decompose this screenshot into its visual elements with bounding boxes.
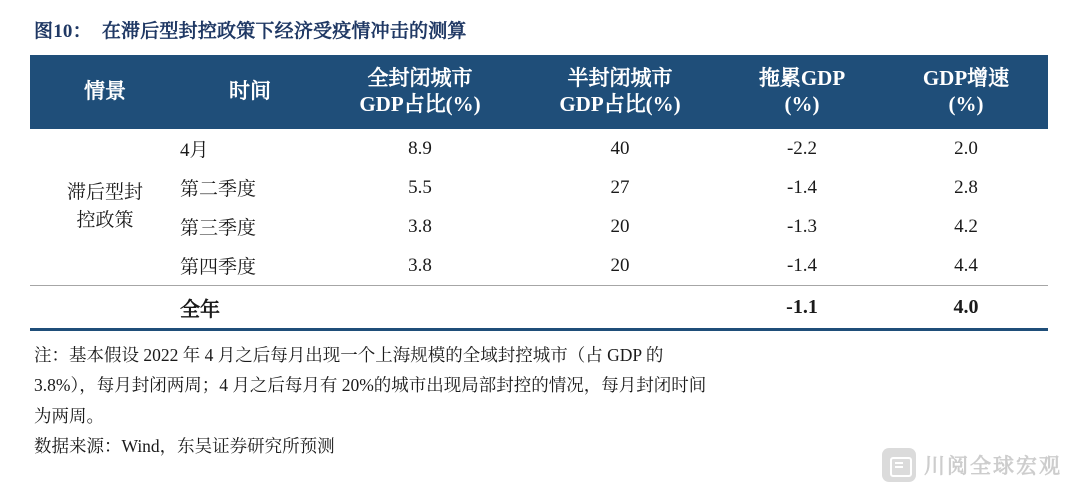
col-header-gdp-drag-line1: 拖累GDP [758,66,846,91]
cell-full-lockdown: 8.9 [320,129,520,168]
col-header-gdp-growth-line1: GDP增速 [922,66,1010,91]
cell-half-lockdown: 27 [520,168,720,207]
col-header-full-lockdown-line1: 全封闭城市 [367,66,473,91]
col-header-scenario [30,55,180,129]
cell-scenario [30,129,180,286]
watermark [882,448,1062,482]
cell-full-lockdown: 5.5 [320,168,520,207]
table-row-total [30,286,1048,330]
cell-period: 4月 [180,129,320,168]
data-source: 数据来源：Wind，东吴证券研究所预测 [34,436,335,457]
col-header-full-lockdown [320,55,520,129]
col-header-scenario-line1: 情景 [84,79,126,104]
cell-period-total: 全年 [180,286,320,330]
cell-period: 第二季度 [180,168,320,207]
table-row [30,207,1048,246]
cell-gdp-drag: -1.4 [720,246,884,286]
col-header-period [180,55,320,129]
cell-gdp-growth: 4.4 [884,246,1048,286]
cell-scenario-line1: 滞后型封 [66,182,143,204]
note-line-1: 注：基本假设 2022 年 4 月之后每月出现一个上海规模的全域封控城市（占 GDP 的 [34,345,664,365]
cell-half-lockdown: 20 [520,246,720,286]
note-line-3: 为两周。 [34,405,104,426]
table-header [30,55,1048,129]
table-notes [34,341,1044,460]
figure-title [34,16,1050,43]
cell-gdp-growth: 2.0 [884,129,1048,168]
cell-full-lockdown: 3.8 [320,246,520,286]
col-header-gdp-drag [720,55,884,129]
col-header-gdp-growth [884,55,1048,129]
cell-half-lockdown-total [520,286,720,330]
cell-half-lockdown: 20 [520,207,720,246]
col-header-half-lockdown [520,55,720,129]
cell-gdp-drag: -1.3 [720,207,884,246]
cell-period: 第四季度 [180,246,320,286]
table-header-row [30,55,1048,129]
wechat-account-logo-icon [882,448,916,482]
figure-label: 图10： [34,21,92,42]
col-header-gdp-growth-line2: (%) [948,92,984,116]
cell-half-lockdown: 40 [520,129,720,168]
cell-scenario-line2: 控政策 [76,210,134,231]
watermark-text: 川阅全球宏观 [924,455,1062,478]
table-row [30,129,1048,168]
col-header-period-line1: 时间 [229,79,271,104]
cell-period: 第三季度 [180,207,320,246]
cell-gdp-growth: 2.8 [884,168,1048,207]
figure-title-text: 在滞后型封控政策下经济受疫情冲击的测算 [101,21,467,42]
cell-full-lockdown-total [320,286,520,330]
note-line-2: 3.8%），每月封闭两周；4 月之后每月有 20%的城市出现局部封控的情况，每月封闭时间 [34,375,707,396]
cell-gdp-growth-total: 4.0 [884,286,1048,330]
col-header-full-lockdown-line2: GDP占比(%) [359,92,481,116]
cell-gdp-drag: -1.4 [720,168,884,207]
table-body [30,129,1048,330]
cell-gdp-drag: -2.2 [720,129,884,168]
col-header-half-lockdown-line2: GDP占比(%) [559,92,681,116]
table-row [30,246,1048,286]
cell-scenario-empty [30,286,180,330]
table-row [30,168,1048,207]
col-header-gdp-drag-line2: (%) [784,92,820,116]
data-table [30,55,1048,331]
cell-full-lockdown: 3.8 [320,207,520,246]
cell-gdp-drag-total: -1.1 [720,286,884,330]
cell-gdp-growth: 4.2 [884,207,1048,246]
col-header-half-lockdown-line1: 半封闭城市 [567,66,673,91]
